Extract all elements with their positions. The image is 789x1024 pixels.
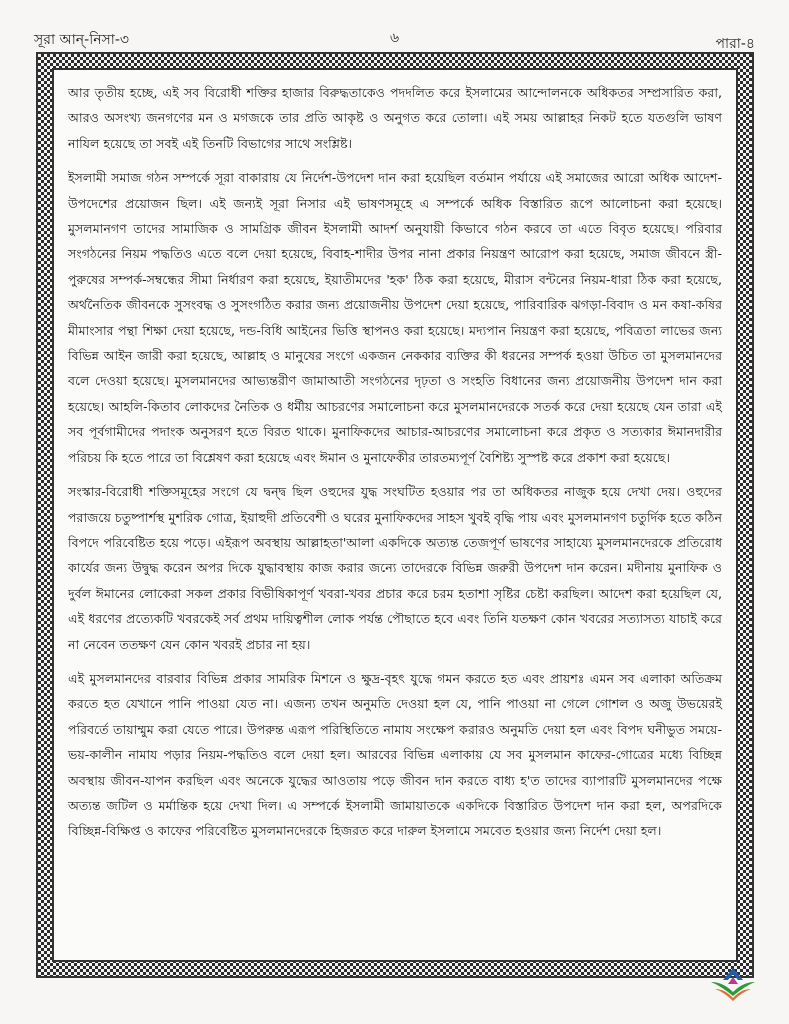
page-number: ৬ bbox=[389, 30, 400, 46]
paragraph: এই মুসলমানদের বারবার বিভিন্ন প্রকার সামরিক মিশনে ও ক্ষুদ্র-বৃহৎ যুদ্ধে গমন করতে হত এবং প্রায়শঃ এমন সব এলাকা অতিক্রম করতে হত যেখানে পানি পাওয়া যেত না। এজন্য তখন অনুমতি দেওয়া হল যে, পানি পাওয়া না গেলে গোশল ও অজু উভয়েরই পরিবর্তে তায়াম্মুম করা যেতে পারে। উপরুন্ত এরূপ পরিস্থিতিতে নামায সংক্ষেপ করারও অনুমতি দেয়া হল এবং বিপদ ঘনীভুত সময়ে-ভয়-কালীন নামায পড়ার নিয়ম-পদ্ধতিও বলে দেয়া হল। আরবের বিভিন্ন এলাকায় যে সব মুসলমান কাফের-গোত্রের মধ্যে বিচ্ছিন্ন অবস্থায় জীবন-যাপন করছিল এবং অনেকে যুদ্ধের আওতায় পড়ে জীবন দান করতে বাধ্য হ'ত তাদের ব্যাপারটি মুসলমানদের পক্ষে অত্যন্ত জটিল ও মর্মান্তিক হয়ে দেখা দিল। এ সম্পর্কে ইসলামী জামায়াতকে একদিকে বিস্তারিত উপদেশ দান করা হল, অপরদিকে বিচ্ছিন্ন-বিক্ষিপ্ত ও কাফের পরিবেষ্টিত মুসলমানদেরকে হিজরত করে দারুল ইসলামে সমবেত হওয়ার জন্য নির্দেশ দেয়া হল। bbox=[68, 670, 722, 839]
paragraph: সংস্কার-বিরোধী শক্তিসমূহের সংগে যে দ্বন্দ্ব ছিল ওহুদের যুদ্ধ সংঘটিত হওয়ার পর তা অধিকতর নাজুক হয়ে দেখা দেয়। ওহুদের পরাজয়ে চতুষ্পার্শস্থ মুশরিক গোত্র, ইয়াহুদী প্রতিবেশী ও ঘরের মুনাফিকদের সাহস খুবই বৃদ্ধি পায় এবং মুসলমানগণ চতুর্দিক হতে কঠিন বিপদে পরিবেষ্টিত হয়ে পড়ে। এইরূপ অবস্থায় আল্লাহতা'আলা একদিকে অত্যন্ত তেজপূর্ণ ভাষণের সাহায্যে মুসলমানদেরকে প্রতিরোধ কার্যের জন্য উদ্বুদ্ধ করেন অপর দিকে যুদ্ধাবস্থায় কাজ করার জন্যে তাদেরকে বিভিন্ন জরুরী উপদেশ দান করেন। মদীনায় মুনাফিক ও দুর্বল ঈমানের লোকেরা সকল প্রকার বিভীষিকাপূর্ণ খবরা-খবর প্রচার করে চরম হতাশা সৃষ্টির চেষ্টা করছিল। আদেশ করা হয়েছিল যে, এই ধরণের প্রত্যেকটি খবরকেই সর্ব প্রথম দায়িত্বশীল লোক পর্যন্ত পৌছাতে হবে এবং তিনি যতক্ষণ কোন খবরের সত্যাসত্য যাচাই করে না নেবেন ততক্ষণ যেন কোন খবরই প্রচার না হয়। bbox=[68, 484, 722, 652]
decorative-border bbox=[36, 52, 754, 978]
para-label: পারা-৪ bbox=[715, 36, 755, 52]
text-body bbox=[52, 68, 738, 962]
page-header bbox=[34, 24, 755, 50]
open-book-logo-icon bbox=[705, 966, 761, 1002]
surah-title: সূরা আন্-নিসা-৩ bbox=[34, 32, 130, 48]
paragraph: ইসলামী সমাজ গঠন সম্পর্কে সূরা বাকারায় যে নির্দেশ-উপদেশ দান করা হয়েছিল বর্তমান পর্যায়ে এই সমাজের আরো অধিক আদেশ-উপদেশের প্রয়োজন ছিল। এই জন্যই সূরা নিসার এই ভাষণসমূহে এ সম্পর্কে অধিক বিস্তারিত রূপে আলোচনা করা হয়েছে। মুসলমানগণ তাদের সামাজিক ও সামগ্রিক জীবন ইসলামী আদর্শ অনুযায়ী কিভাবে গঠন করবে তা এতে বিবৃত হয়েছে। পরিবার সংগঠনের নিয়ম পদ্ধতিও এতে বলে দেয়া হয়েছে, বিবাহ-শাদীর উপর নানা প্রকার নিয়ন্ত্রণ আরোপ করা হয়েছে, সমাজ জীবনে স্ত্রী-পুরুষের সম্পর্ক-সম্বন্ধের সীমা নির্ধারণ করা হয়েছে, ইয়াতীমদের 'হক' ঠিক করা হয়েছে, মীরাস বন্টনের নিয়ম-ধারা ঠিক করা হয়েছে, অর্থনৈতিক জীবনকে সুসংবদ্ধ ও সুসংগঠিত করার জন্য প্রয়োজনীয় উপদেশ দেয়া হয়েছে, পারিবারিক ঝগড়া-বিবাদ ও মন কষা-কষির মীমাংসার পন্থা শিক্ষা দেয়া হয়েছে, দন্ড-বিধি আইনের ভিত্তি স্থাপনও করা হয়েছে। মদ্যপান নিয়ন্ত্রণ করা হয়েছে, পবিত্রতা লাভের জন্য বিভিন্ন আইন জারী করা হয়েছে, আল্লাহ ও মানুষের সংগে একজন নেককার ব্যক্তির কী ধরনের সম্পর্ক হওয়া উচিত তা মুসলমানদের বলে দেওয়া হয়েছে। মুসলমানদের আভ্যন্তরীণ জামাআতী সংগঠনের দৃঢ়তা ও সংহতি বিধানের জন্য প্রয়োজনীয় উপদেশ দান করা হয়েছে। আহলি-কিতাব লোকদের নৈতিক ও ধর্মীয় আচরণের সমালোচনা করে মুসলমানদেরকে সতর্ক করে দেয়া হয়েছে যেন তারা এই সব পূর্বগামীদের পদাংক অনুসরণ হতে বিরত থাকে। মুনাফিকদের আচার-আচরণের সমালোচনা করে প্রকৃত ও সত্যকার ঈমানদারীর পরিচয় কি হতে পারে তা বিশ্লেষণ করা হয়েছে এবং ঈমান ও মুনাফেকীর তারতম্যপূর্ণ বৈশিষ্ট্য সুস্পষ্ট করে প্রকাশ করা হয়েছে। bbox=[68, 170, 722, 465]
paragraph: আর তৃতীয় হচ্ছে, এই সব বিরোধী শক্তির হাজার বিরুদ্ধতাকেও পদদলিত করে ইসলামের আন্দোলনকে অধিকতর সম্প্রসারিত করা, আরও অসংখ্য জনগণের মন ও মগজকে তার প্রতি আকৃষ্ট ও অনুগত করে তোলা। এই সময় আল্লাহর নিকট হতে যতগুলি ভাষণ নাযিল হয়েছে তা সবই এই তিনটি বিভাগের সাথে সংশ্লিষ্ট। bbox=[68, 85, 722, 151]
logo-book-page bbox=[711, 982, 755, 996]
